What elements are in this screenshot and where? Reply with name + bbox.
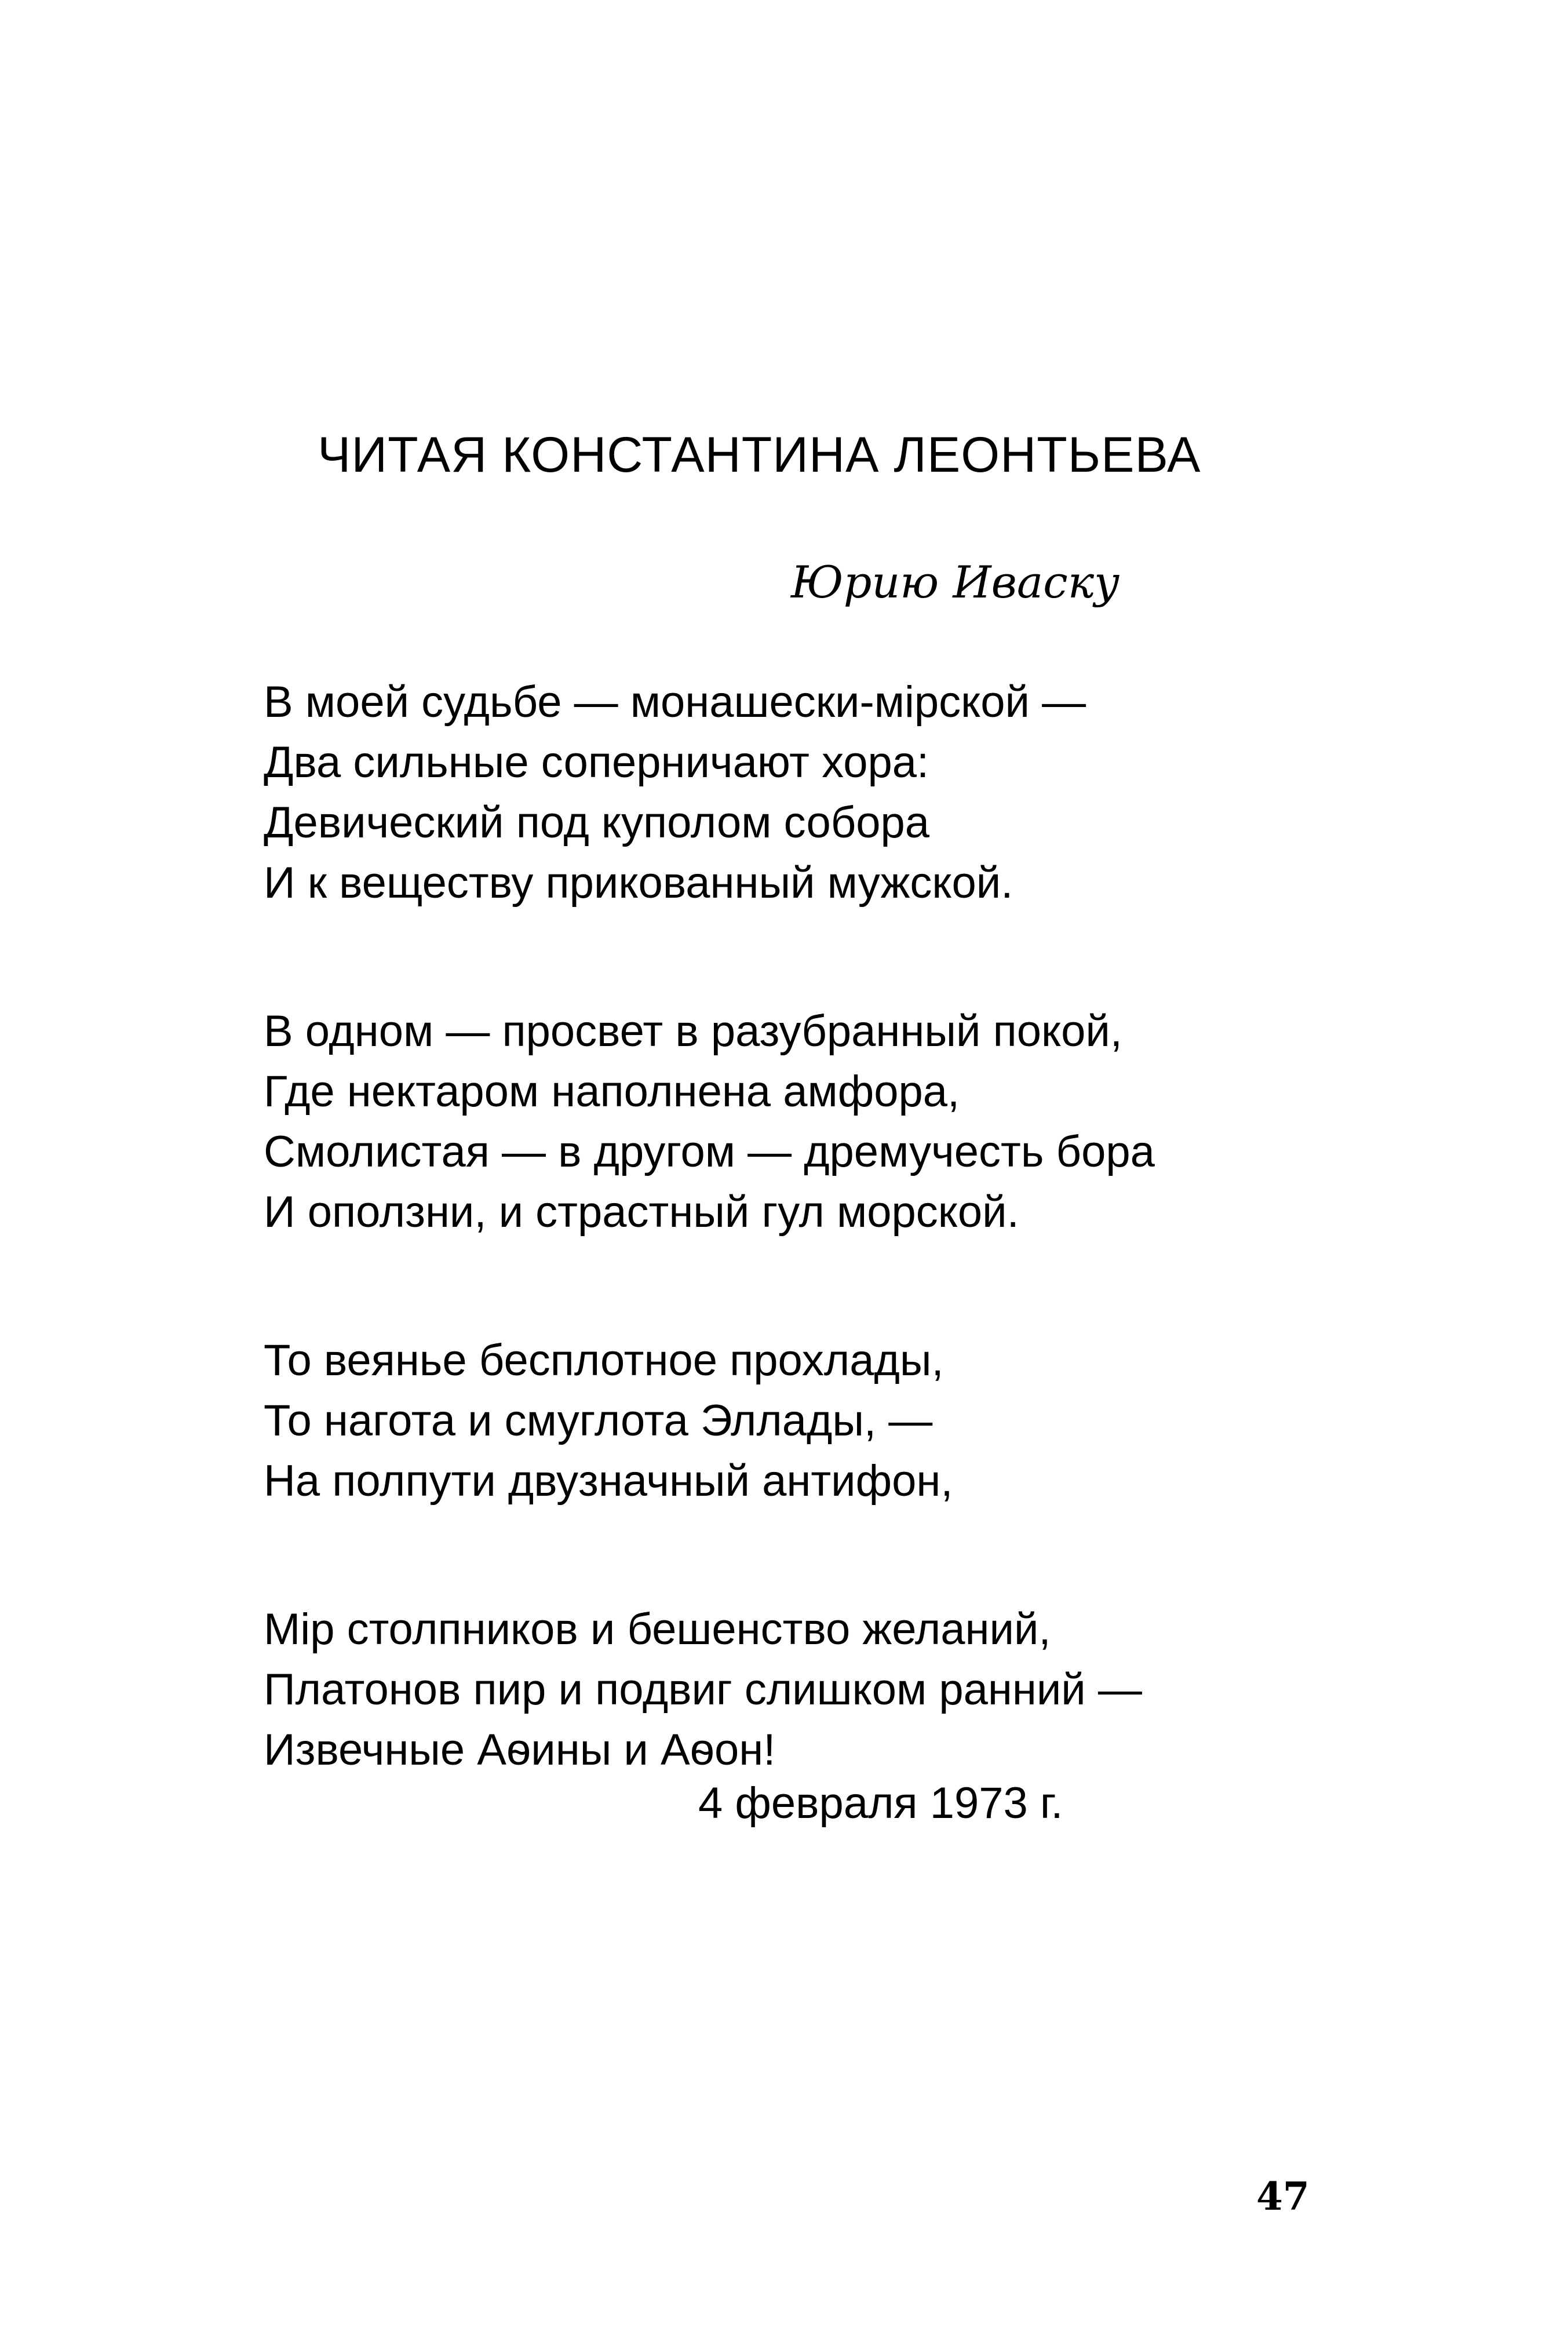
stanza-4 [264, 1599, 1155, 1780]
poem-line: На полпути двузначный антифон, [264, 1456, 953, 1506]
poem-dedication: Юрию Иваску [791, 556, 1120, 608]
poem-line: Смолистая — в другом — дремучесть бора [264, 1127, 1155, 1176]
poem-date: 4 февраля 1973 г. [698, 1779, 1063, 1828]
poem-line: То нагота и смуглота Эллады, — [264, 1396, 933, 1445]
poem-line: Девический под куполом собора [264, 798, 930, 847]
poem-line: В одном — просвет в разубранный покой, [264, 1007, 1122, 1056]
poem-body [264, 672, 1155, 1868]
poem-line: Извечные Аѳины и Аѳон! [264, 1725, 776, 1774]
stanza-2 [264, 1001, 1155, 1242]
page-number: 47 [1256, 2174, 1310, 2219]
poem-line: Где нектаром наполнена амфора, [264, 1067, 960, 1116]
poem-line: И к веществу прикованный мужской. [264, 858, 1013, 908]
poem-title: ЧИТАЯ КОНСТАНТИНА ЛЕОНТЬЕВА [318, 427, 1201, 483]
poem-line: Мiр столпников и бешенство желаний, [264, 1605, 1051, 1654]
stanza-1 [264, 672, 1155, 913]
stanza-3 [264, 1331, 1155, 1511]
poem-line: И оползни, и страстный гул морской. [264, 1187, 1019, 1237]
poem-line: Два сильные соперничают хора: [264, 738, 929, 787]
poem-line: Платонов пир и подвиг слишком ранний — [264, 1665, 1142, 1714]
poem-line: В моей судьбе — монашески-мiрской — [264, 677, 1086, 727]
poem-line: То веянье бесплотное прохлады, [264, 1336, 944, 1385]
